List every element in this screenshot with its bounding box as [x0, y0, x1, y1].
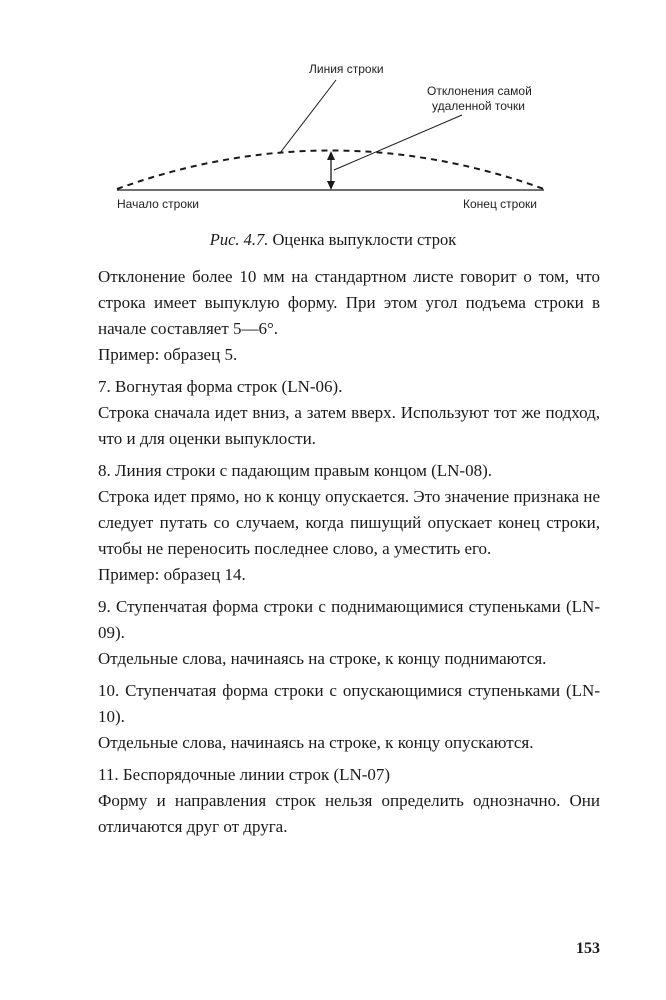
label-deviation-1: Отклонения самой — [427, 84, 532, 98]
leader-line-string — [280, 80, 336, 153]
paragraph: Отдельные слова, начинаясь на строке, к концу поднимаются. — [98, 649, 547, 668]
paragraph: Отклонение более 10 мм на стандартном листе говорит о том, что строка имеет выпуклую форму. При этом угол подъема строки в начале составляет 5—6°. — [98, 267, 600, 338]
item-heading: 10. Ступенчатая форма строки с опускающимися ступеньками (LN-10). — [98, 681, 600, 726]
arrow-head-down-icon — [327, 181, 335, 190]
label-line: Линия строки — [309, 62, 384, 76]
page-number: 153 — [576, 940, 600, 957]
item-heading: 11. Беспорядочные линии строк (LN-07) — [98, 765, 391, 784]
item-heading: 8. Линия строки с падающим правым концом (LN-08). — [98, 461, 492, 480]
figure-number: Рис. 4.7. — [209, 230, 269, 249]
paragraph: Отдельные слова, начинаясь на строке, к концу опускаются. — [98, 733, 534, 752]
paragraph: Форму и направления строк нельзя определить однозначно. Они отличаются друг от друга. — [98, 791, 600, 836]
paragraph: Пример: образец 14. — [98, 565, 246, 584]
label-start: Начало строки — [117, 197, 199, 211]
arrow-head-up-icon — [327, 151, 335, 160]
figure-caption — [0, 230, 666, 250]
label-deviation-2: удаленной точки — [432, 99, 525, 113]
paragraph: Строка идет прямо, но к концу опускается. Это значение признака не следует путать со случаем, когда пишущий опускает конец строки, чтобы не переносить последнее слово, а уместить его. — [98, 487, 600, 558]
line-convexity-diagram — [0, 0, 666, 220]
item-heading: 9. Ступенчатая форма строки с поднимающимися ступеньками (LN-09). — [98, 597, 600, 642]
label-end: Конец строки — [463, 197, 537, 211]
paragraph: Пример: образец 5. — [98, 345, 238, 364]
item-heading: 7. Вогнутая форма строк (LN-06). — [98, 377, 343, 396]
paragraph: Строка сначала идет вниз, а затем вверх. Используют тот же подход, что и для оценки выпуклости. — [98, 403, 600, 448]
body-text — [98, 264, 600, 840]
figure-caption-text: Оценка выпуклости строк — [272, 230, 457, 249]
